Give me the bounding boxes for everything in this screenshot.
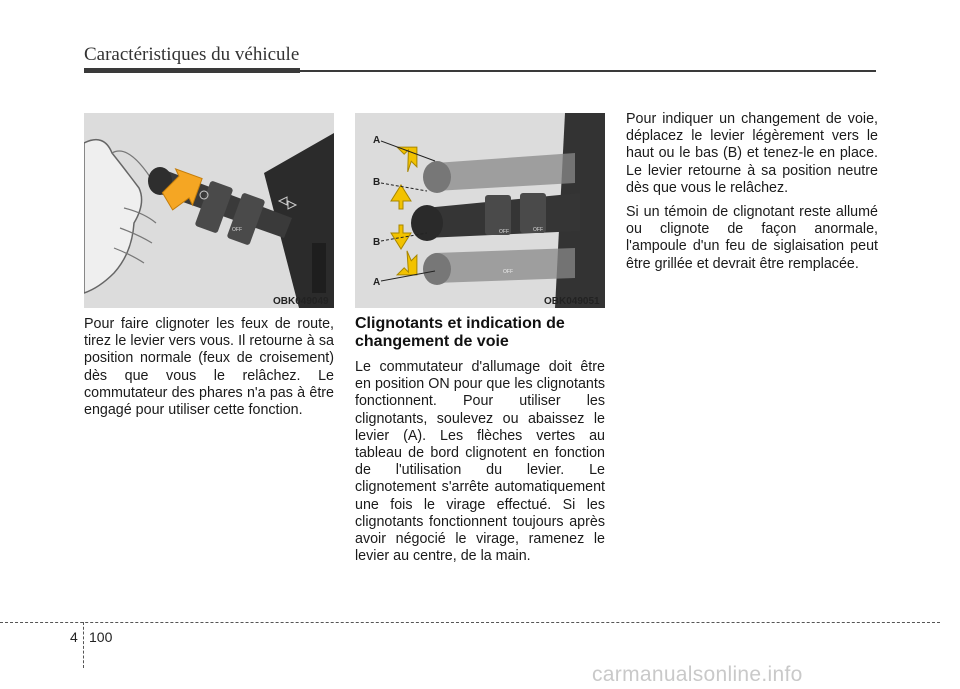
switch-label-off-main-2: OFF [533, 227, 543, 233]
switch-label-off-2: OFF [262, 237, 272, 243]
label-b-upper: B [373, 177, 381, 188]
switch-label-off-1: OFF [232, 227, 242, 233]
figure-turn-signal [355, 113, 605, 308]
watermark-logo: carmanualsonline.info [592, 663, 803, 686]
switch-label-off-main-1: OFF [499, 229, 509, 235]
footer-vertical-divider [83, 622, 84, 668]
header-rule-thin [300, 70, 876, 72]
paragraph-headlight-flash: Pour faire clignoter les feux de route, tirez le levier vers vous. Il retourne à sa position normale (feux de croisement) dès que vous le relâchez. Le commutateur des phares n'a pas à être engagé pour utiliser cette fonction. [84, 316, 334, 419]
footer-divider [0, 622, 940, 623]
section-heading: Clignotants et indication de changement de voie [355, 315, 565, 350]
label-a-upper: A [373, 135, 381, 146]
figure-code: OBK049051 [544, 296, 600, 307]
lever-positions-illustration [355, 113, 605, 308]
figure-headlight-flash [84, 113, 334, 308]
paragraph-lane-change: Pour indiquer un changement de voie, déplacez le levier légèrement vers le haut ou le bas (B) et tenez-le en place. Le levier retourne à sa position neutre dès que vous le relâchez. [626, 111, 878, 196]
header-rule-thick [84, 68, 300, 73]
paragraph-turn-signal: Le commutateur d'allumage doit être en position ON pour que les clignotants fonctionnent. Pour utiliser les clignotants, soulevez ou abaissez le levier (A). Les flèches vertes au tableau de bord clignotent en fonction de l'utilisation du levier. Le clignotement s'arrête automatiquement une fois le virage effectué. Si les clignotants fonctionnent toujours après avoir négocié le virage, ramenez le levier au centre, de la main. [355, 359, 605, 565]
label-a-lower: A [373, 277, 381, 288]
switch-label-off-lower: OFF [503, 269, 513, 275]
paragraph-bulb-warning: Si un témoin de clignotant reste allumé ou clignote de façon anormale, l'ampoule d'un feu de siglaisation peut être grillée et devrait être remplacée. [626, 204, 878, 272]
page-number: 100 [89, 629, 113, 645]
figure-code: OBK049049 [273, 296, 329, 307]
lane-change-text [626, 111, 878, 273]
lever-pull-illustration [84, 113, 334, 308]
section-title: Caractéristiques du véhicule [84, 44, 300, 65]
label-b-lower: B [373, 237, 381, 248]
chapter-number: 4 [70, 629, 78, 645]
